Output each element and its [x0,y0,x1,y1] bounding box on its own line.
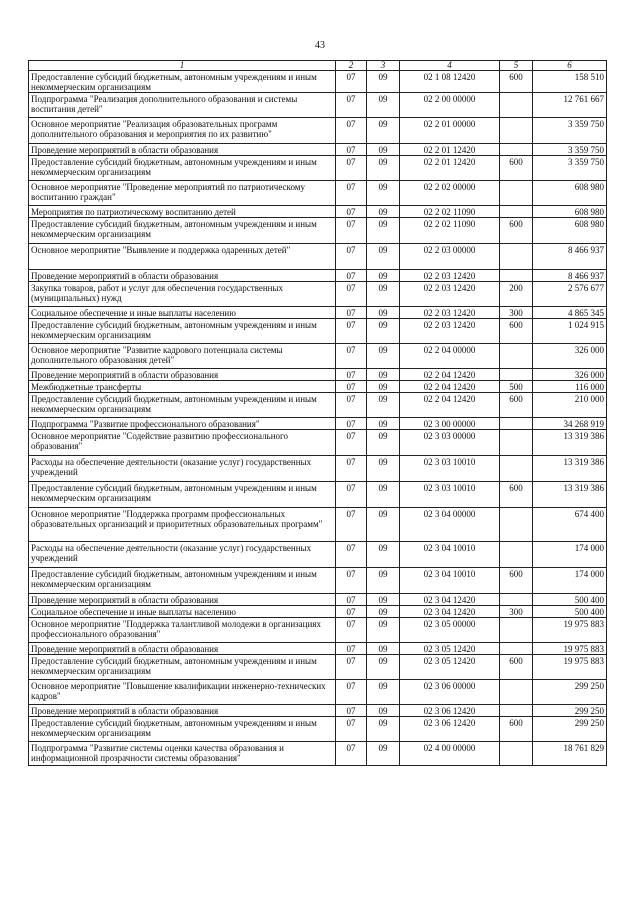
row-expense-type-cell: 500 [500,381,533,393]
row-subsection-cell: 09 [367,393,400,418]
header-cell: 3 [367,61,400,71]
table-row [29,270,607,282]
table-row [29,568,607,594]
table-row [29,655,607,680]
table-row [29,594,607,606]
row-name-cell: Расходы на обеспечение деятельности (оказание услуг) государственных учреждений [29,456,336,482]
row-name-cell: Основное мероприятие "Реализация образовательных программ дополнительного образования и мероприятия по их развитию" [29,118,336,144]
row-amount-cell: 18 761 829 [533,742,607,766]
row-section-cell: 07 [336,181,367,206]
row-section-cell: 07 [336,456,367,482]
row-target-code-cell: 02 2 02 11090 [400,206,500,218]
row-subsection-cell: 09 [367,430,400,456]
row-section-cell: 07 [336,618,367,643]
row-section-cell: 07 [336,218,367,244]
row-target-code-cell: 02 1 08 12420 [400,71,500,93]
row-subsection-cell: 09 [367,508,400,542]
row-section-cell: 07 [336,71,367,93]
row-name-cell: Предоставление субсидий бюджетным, автономным учреждениям и иным некоммерческим организациям [29,218,336,244]
row-name-cell: Основное мероприятие "Содействие развитию профессионального образования" [29,430,336,456]
row-amount-cell: 174 000 [533,542,607,568]
row-name-cell: Предоставление субсидий бюджетным, автономным учреждениям и иным некоммерческим организациям [29,717,336,742]
row-subsection-cell: 09 [367,71,400,93]
row-subsection-cell: 09 [367,742,400,766]
row-section-cell: 07 [336,344,367,369]
row-name-cell: Подпрограмма "Реализация дополнительного образования и системы воспитания детей" [29,93,336,118]
table-row [29,742,607,766]
table-row [29,244,607,270]
table-row [29,705,607,717]
row-amount-cell: 608 980 [533,206,607,218]
row-name-cell: Закупка товаров, работ и услуг для обеспечения государственных (муниципальных) нужд [29,282,336,307]
row-expense-type-cell: 600 [500,717,533,742]
row-amount-cell: 12 761 667 [533,93,607,118]
row-subsection-cell: 09 [367,568,400,594]
row-name-cell: Мероприятия по патриотическому воспитанию детей [29,206,336,218]
row-amount-cell: 299 250 [533,680,607,705]
row-expense-type-cell [500,369,533,381]
row-subsection-cell: 09 [367,717,400,742]
row-expense-type-cell [500,418,533,430]
row-section-cell: 07 [336,430,367,456]
row-name-cell: Основное мероприятие "Развитие кадрового потенциала системы дополнительного образования детей" [29,344,336,369]
row-section-cell: 07 [336,381,367,393]
row-amount-cell: 326 000 [533,344,607,369]
row-subsection-cell: 09 [367,655,400,680]
row-target-code-cell: 02 2 01 12420 [400,144,500,156]
row-expense-type-cell [500,742,533,766]
table-row [29,618,607,643]
row-subsection-cell: 09 [367,156,400,181]
row-target-code-cell: 02 3 06 12420 [400,705,500,717]
row-target-code-cell: 02 2 04 00000 [400,344,500,369]
row-name-cell: Предоставление субсидий бюджетным, автономным учреждениям и иным некоммерческим организациям [29,568,336,594]
row-expense-type-cell [500,430,533,456]
row-section-cell: 07 [336,270,367,282]
row-target-code-cell: 02 3 05 00000 [400,618,500,643]
row-amount-cell: 19 975 883 [533,643,607,655]
row-name-cell: Предоставление субсидий бюджетным, автономным учреждениям и иным некоммерческим организациям [29,319,336,344]
row-expense-type-cell [500,508,533,542]
row-name-cell: Проведение мероприятий в области образования [29,270,336,282]
row-amount-cell: 500 400 [533,594,607,606]
row-amount-cell: 19 975 883 [533,655,607,680]
row-name-cell: Проведение мероприятий в области образования [29,643,336,655]
table-row [29,307,607,319]
row-name-cell: Проведение мероприятий в области образования [29,369,336,381]
row-target-code-cell: 02 3 03 10010 [400,482,500,508]
table-row [29,381,607,393]
row-target-code-cell: 02 2 03 00000 [400,244,500,270]
row-expense-type-cell: 600 [500,218,533,244]
row-section-cell: 07 [336,418,367,430]
table-row [29,218,607,244]
row-section-cell: 07 [336,393,367,418]
row-target-code-cell: 02 2 03 12420 [400,307,500,319]
row-subsection-cell: 09 [367,118,400,144]
row-expense-type-cell [500,594,533,606]
row-expense-type-cell: 200 [500,282,533,307]
row-target-code-cell: 02 2 03 12420 [400,282,500,307]
row-name-cell: Подпрограмма "Развитие системы оценки качества образования и информационной прозрачности системы образования" [29,742,336,766]
row-subsection-cell: 09 [367,270,400,282]
row-target-code-cell: 02 3 06 00000 [400,680,500,705]
row-section-cell: 07 [336,369,367,381]
row-target-code-cell: 02 3 04 12420 [400,594,500,606]
row-subsection-cell: 09 [367,344,400,369]
row-name-cell: Предоставление субсидий бюджетным, автономным учреждениям и иным некоммерческим организациям [29,393,336,418]
row-expense-type-cell [500,680,533,705]
row-amount-cell: 116 000 [533,381,607,393]
table-row [29,643,607,655]
row-name-cell: Предоставление субсидий бюджетным, автономным учреждениям и иным некоммерческим организациям [29,482,336,508]
row-expense-type-cell [500,542,533,568]
row-section-cell: 07 [336,244,367,270]
row-target-code-cell: 02 4 00 00000 [400,742,500,766]
row-amount-cell: 326 000 [533,369,607,381]
table-row [29,144,607,156]
row-expense-type-cell: 600 [500,156,533,181]
row-expense-type-cell: 600 [500,482,533,508]
row-amount-cell: 13 319 386 [533,430,607,456]
row-target-code-cell: 02 3 04 00000 [400,508,500,542]
row-amount-cell: 299 250 [533,717,607,742]
table-row [29,206,607,218]
row-name-cell: Социальное обеспечение и иные выплаты населению [29,307,336,319]
row-name-cell: Расходы на обеспечение деятельности (оказание услуг) государственных учреждений [29,542,336,568]
row-target-code-cell: 02 2 03 12420 [400,270,500,282]
table-row [29,418,607,430]
row-section-cell: 07 [336,680,367,705]
row-section-cell: 07 [336,118,367,144]
row-section-cell: 07 [336,93,367,118]
row-subsection-cell: 09 [367,369,400,381]
row-amount-cell: 3 359 750 [533,156,607,181]
row-expense-type-cell [500,206,533,218]
row-amount-cell: 8 466 937 [533,244,607,270]
row-subsection-cell: 09 [367,181,400,206]
row-target-code-cell: 02 2 04 12420 [400,369,500,381]
row-amount-cell: 3 359 750 [533,144,607,156]
row-expense-type-cell [500,456,533,482]
row-target-code-cell: 02 3 04 10010 [400,568,500,594]
header-cell: 1 [29,61,336,71]
row-subsection-cell: 09 [367,218,400,244]
row-target-code-cell: 02 2 01 00000 [400,118,500,144]
row-target-code-cell: 02 3 05 12420 [400,655,500,680]
row-target-code-cell: 02 3 04 10010 [400,542,500,568]
row-subsection-cell: 09 [367,705,400,717]
table-row [29,606,607,618]
row-section-cell: 07 [336,643,367,655]
row-expense-type-cell [500,344,533,369]
table-row [29,319,607,344]
row-expense-type-cell [500,93,533,118]
page-number: 43 [315,40,325,51]
row-subsection-cell: 09 [367,680,400,705]
row-target-code-cell: 02 3 04 12420 [400,606,500,618]
row-subsection-cell: 09 [367,244,400,270]
table-row [29,181,607,206]
row-section-cell: 07 [336,542,367,568]
budget-table [28,60,607,766]
row-section-cell: 07 [336,319,367,344]
row-expense-type-cell: 600 [500,655,533,680]
row-target-code-cell: 02 2 02 11090 [400,218,500,244]
table-header-row [29,61,607,71]
row-amount-cell: 2 576 677 [533,282,607,307]
row-section-cell: 07 [336,742,367,766]
row-amount-cell: 1 024 915 [533,319,607,344]
row-expense-type-cell [500,270,533,282]
table-row [29,71,607,93]
row-name-cell: Основное мероприятие "Поддержка талантливой молодежи в организациях профессионального образования" [29,618,336,643]
row-name-cell: Проведение мероприятий в области образования [29,705,336,717]
table-row [29,369,607,381]
row-subsection-cell: 09 [367,144,400,156]
table-row [29,118,607,144]
row-name-cell: Социальное обеспечение и иные выплаты населению [29,606,336,618]
row-target-code-cell: 02 3 05 12420 [400,643,500,655]
row-target-code-cell: 02 3 00 00000 [400,418,500,430]
row-target-code-cell: 02 3 03 10010 [400,456,500,482]
table-row [29,393,607,418]
row-name-cell: Основное мероприятие "Поддержка программ профессиональных образовательных организаций и приоритетных образовательных программ" [29,508,336,542]
row-section-cell: 07 [336,282,367,307]
row-section-cell: 07 [336,717,367,742]
row-expense-type-cell [500,244,533,270]
row-section-cell: 07 [336,606,367,618]
table-row [29,430,607,456]
table-row [29,93,607,118]
table-row [29,482,607,508]
row-target-code-cell: 02 2 02 00000 [400,181,500,206]
row-target-code-cell: 02 2 03 12420 [400,319,500,344]
row-expense-type-cell: 300 [500,606,533,618]
row-expense-type-cell [500,118,533,144]
table-row [29,282,607,307]
row-amount-cell: 8 466 937 [533,270,607,282]
row-subsection-cell: 09 [367,93,400,118]
row-expense-type-cell: 600 [500,393,533,418]
row-subsection-cell: 09 [367,542,400,568]
row-amount-cell: 674 400 [533,508,607,542]
row-subsection-cell: 09 [367,307,400,319]
row-expense-type-cell [500,618,533,643]
header-cell: 5 [500,61,533,71]
row-amount-cell: 3 359 750 [533,118,607,144]
table-row [29,508,607,542]
row-section-cell: 07 [336,705,367,717]
row-expense-type-cell [500,144,533,156]
row-subsection-cell: 09 [367,319,400,344]
row-amount-cell: 158 510 [533,71,607,93]
row-subsection-cell: 09 [367,456,400,482]
row-name-cell: Предоставление субсидий бюджетным, автономным учреждениям и иным некоммерческим организациям [29,655,336,680]
row-section-cell: 07 [336,655,367,680]
row-amount-cell: 4 865 345 [533,307,607,319]
row-subsection-cell: 09 [367,482,400,508]
row-name-cell: Предоставление субсидий бюджетным, автономным учреждениям и иным некоммерческим организациям [29,156,336,181]
row-name-cell: Проведение мероприятий в области образования [29,144,336,156]
row-expense-type-cell [500,643,533,655]
row-amount-cell: 210 000 [533,393,607,418]
row-expense-type-cell: 600 [500,319,533,344]
row-subsection-cell: 09 [367,606,400,618]
table-row [29,542,607,568]
row-name-cell: Основное мероприятие "Выявление и поддержка одаренных детей" [29,244,336,270]
row-name-cell: Подпрограмма "Развитие профессионального образования" [29,418,336,430]
row-subsection-cell: 09 [367,282,400,307]
row-amount-cell: 608 980 [533,218,607,244]
row-section-cell: 07 [336,594,367,606]
row-amount-cell: 608 980 [533,181,607,206]
row-section-cell: 07 [336,307,367,319]
row-amount-cell: 19 975 883 [533,618,607,643]
row-subsection-cell: 09 [367,206,400,218]
table-row [29,344,607,369]
row-section-cell: 07 [336,508,367,542]
row-amount-cell: 299 250 [533,705,607,717]
row-name-cell: Предоставление субсидий бюджетным, автономным учреждениям и иным некоммерческим организациям [29,71,336,93]
table-row [29,717,607,742]
row-expense-type-cell: 600 [500,71,533,93]
row-amount-cell: 13 319 386 [533,456,607,482]
row-target-code-cell: 02 3 06 12420 [400,717,500,742]
table-row [29,456,607,482]
header-cell: 4 [400,61,500,71]
row-section-cell: 07 [336,206,367,218]
row-subsection-cell: 09 [367,381,400,393]
row-amount-cell: 34 268 919 [533,418,607,430]
row-expense-type-cell: 300 [500,307,533,319]
row-expense-type-cell [500,181,533,206]
row-subsection-cell: 09 [367,643,400,655]
row-target-code-cell: 02 2 01 12420 [400,156,500,181]
row-name-cell: Основное мероприятие "Повышение квалификации инженерно-технических кадров" [29,680,336,705]
row-target-code-cell: 02 3 03 00000 [400,430,500,456]
row-subsection-cell: 09 [367,594,400,606]
row-target-code-cell: 02 2 04 12420 [400,393,500,418]
table-row [29,680,607,705]
row-target-code-cell: 02 2 00 00000 [400,93,500,118]
row-section-cell: 07 [336,156,367,181]
row-target-code-cell: 02 2 04 12420 [400,381,500,393]
row-amount-cell: 174 000 [533,568,607,594]
row-name-cell: Проведение мероприятий в области образования [29,594,336,606]
row-amount-cell: 500 400 [533,606,607,618]
row-section-cell: 07 [336,482,367,508]
table-row [29,156,607,181]
row-section-cell: 07 [336,144,367,156]
row-subsection-cell: 09 [367,418,400,430]
header-cell: 2 [336,61,367,71]
row-amount-cell: 13 319 386 [533,482,607,508]
row-name-cell: Основное мероприятие "Проведение мероприятий по патриотическому воспитанию граждан" [29,181,336,206]
row-expense-type-cell [500,705,533,717]
row-subsection-cell: 09 [367,618,400,643]
header-cell: 6 [533,61,607,71]
row-expense-type-cell: 600 [500,568,533,594]
row-name-cell: Межбюджетные трансферты [29,381,336,393]
row-section-cell: 07 [336,568,367,594]
